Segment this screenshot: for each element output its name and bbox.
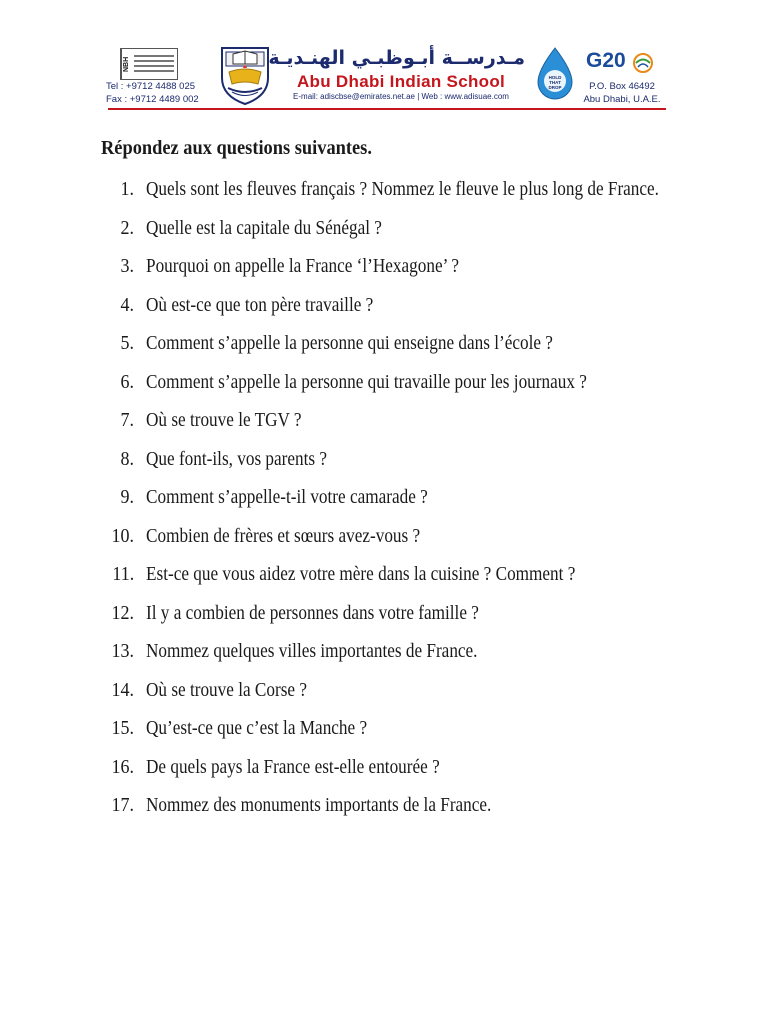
question-number: 7. [120,409,134,431]
question-text: Où est-ce que ton père travaille ? [146,293,374,316]
question-number: 2. [120,216,134,239]
question-number: 14. [111,678,134,701]
question-text: Nommez quelques villes importantes de France. [146,640,478,662]
question-number: 3. [120,255,134,277]
question-item [0,326,768,365]
question-number: 13. [111,640,134,662]
question-text: Où se trouve la Corse ? [146,678,307,701]
g20-logo [586,48,658,80]
question-number: 16. [111,755,134,778]
water-drop-badge-icon [532,46,578,104]
fax-number: Fax : +9712 4489 002 [106,94,199,105]
question-number: 17. [111,794,134,816]
question-text: Comment s’appelle la personne qui travaille pour les journaux ? [146,370,587,393]
po-box: P.O. Box 46492 [589,81,655,92]
question-number: 8. [120,447,134,470]
contact-info [106,80,218,106]
city-country: Abu Dhabi, U.A.E. [583,94,661,105]
question-number: 11. [112,563,134,585]
school-address [574,80,670,106]
accreditation-logo [120,48,178,80]
question-number: 1. [120,178,134,200]
question-list [0,172,768,827]
school-name-arabic: مـدرســة أبـوظبـي الهنـديـة [268,47,525,69]
question-number: 5. [120,332,134,354]
question-item [0,288,768,327]
letterhead [0,0,768,110]
globe-icon [632,52,654,74]
accreditation-label: NBH [121,49,131,79]
question-item [0,211,768,250]
question-item [0,172,768,211]
instruction-heading: Répondez aux questions suivantes. [101,137,372,159]
question-item [0,673,768,712]
question-item [0,596,768,635]
question-text: Quelle est la capitale du Sénégal ? [146,216,382,239]
question-number: 15. [111,717,134,739]
question-number: 9. [120,486,134,508]
question-item [0,519,768,558]
question-text: Quels sont les fleuves français ? Nommez le fleuve le plus long de France. [146,178,659,200]
question-text: Pourquoi on appelle la France ‘l’Hexagone’ ? [146,255,459,277]
svg-text:DROP: DROP [548,85,562,90]
question-text: Où se trouve le TGV ? [146,409,302,431]
question-text: Comment s’appelle-t-il votre camarade ? [146,486,428,508]
question-item [0,249,768,288]
email-website-line: E-mail: adiscbse@emirates.net.ae | Web : www.adisuae.com [293,92,509,101]
question-text: Que font-ils, vos parents ? [146,447,328,470]
question-text: Il y a combien de personnes dans votre famille ? [146,601,479,624]
question-item [0,557,768,596]
question-item [0,711,768,750]
question-item [0,442,768,481]
question-item [0,480,768,519]
school-name-english: Abu Dhabi Indian School [296,72,506,91]
question-text: De quels pays la France est-elle entourée ? [146,755,440,778]
question-item [0,750,768,789]
question-number: 4. [120,293,134,316]
question-number: 12. [111,601,134,624]
question-item [0,634,768,673]
question-item [0,365,768,404]
question-text: Est-ce que vous aidez votre mère dans la cuisine ? Comment ? [146,563,576,585]
question-text: Combien de frères et sœurs avez-vous ? [146,524,421,547]
svg-text:THAT: THAT [549,80,561,85]
school-crest-icon [216,44,274,106]
question-number: 6. [120,370,134,393]
question-text: Comment s’appelle la personne qui enseigne dans l’école ? [146,332,553,354]
g20-label: G20 [586,49,626,72]
question-item [0,403,768,442]
question-text: Qu’est-ce que c’est la Manche ? [146,717,368,739]
question-number: 10. [111,524,134,547]
svg-text:HOLD: HOLD [548,75,562,80]
header-divider [108,108,666,110]
telephone-number: Tel : +9712 4488 025 [106,81,196,92]
question-text: Nommez des monuments importants de la France. [146,794,492,816]
question-item [0,788,768,827]
